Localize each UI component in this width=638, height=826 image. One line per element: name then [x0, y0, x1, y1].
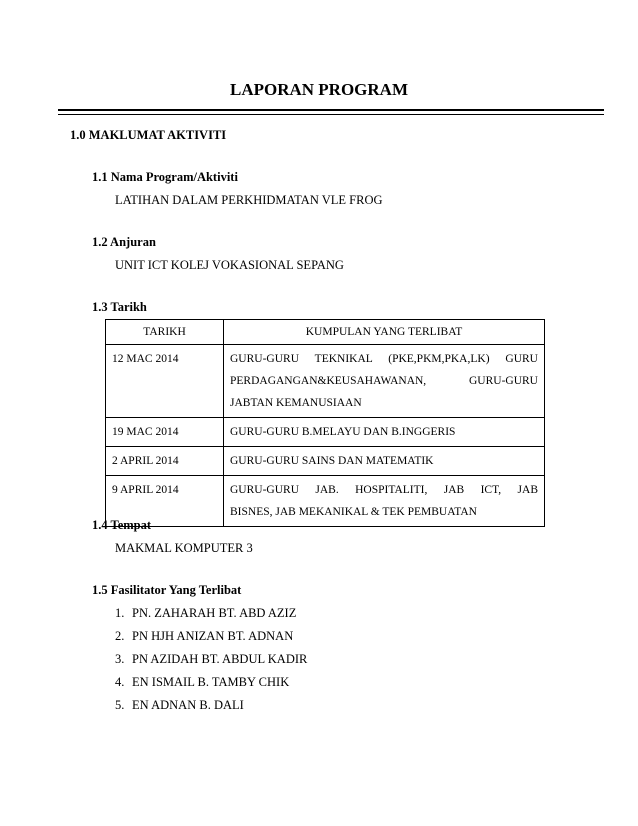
table-cell-group [224, 476, 545, 527]
table-row [106, 345, 545, 418]
table-cell-date: 19 MAC 2014 [106, 418, 224, 447]
table-header-kumpulan: KUMPULAN YANG TERLIBAT [224, 320, 545, 345]
heading-tempat: 1.4 Tempat [92, 518, 152, 532]
group-line: JABTAN KEMANUSIAAN [230, 397, 362, 409]
table-header-tarikh: TARIKH [106, 320, 224, 345]
title-rule-thin [58, 114, 604, 115]
tarikh-table [105, 319, 545, 527]
list-item-number: 1. [115, 606, 125, 620]
group-line: BISNES, JAB MEKANIKAL & TEK PEMBUATAN [230, 506, 477, 518]
table-cell-group [224, 447, 545, 476]
heading-tarikh: 1.3 Tarikh [92, 300, 147, 314]
table-cell-date: 12 MAC 2014 [106, 345, 224, 418]
table-cell-group [224, 418, 545, 447]
list-item-number: 2. [115, 629, 125, 643]
section-heading: 1.0 MAKLUMAT AKTIVITI [70, 128, 227, 142]
table-row [106, 447, 545, 476]
value-tempat: MAKMAL KOMPUTER 3 [115, 541, 253, 555]
group-line: PERDAGANGAN&KEUSAHAWANAN, GURU-GURU [230, 375, 538, 387]
heading-nama-program: 1.1 Nama Program/Aktiviti [92, 170, 238, 184]
group-line: GURU-GURU TEKNIKAL (PKE,PKM,PKA,LK) GURU [230, 353, 538, 365]
value-anjuran: UNIT ICT KOLEJ VOKASIONAL SEPANG [115, 258, 344, 272]
table-row [106, 476, 545, 527]
group-line: GURU-GURU B.MELAYU DAN B.INGGERIS [230, 426, 456, 438]
table-cell-date: 9 APRIL 2014 [106, 476, 224, 527]
table-cell-group [224, 345, 545, 418]
document-title: LAPORAN PROGRAM [229, 80, 408, 99]
list-item-number: 4. [115, 675, 125, 689]
list-item-number: 3. [115, 652, 125, 666]
table-row [106, 418, 545, 447]
table-header-row [106, 320, 545, 345]
group-line: GURU-GURU JAB. HOSPITALITI, JAB ICT, JAB [230, 484, 538, 496]
title-rule-thick [58, 109, 604, 111]
value-nama-program: LATIHAN DALAM PERKHIDMATAN VLE FROG [115, 193, 383, 207]
group-line: GURU-GURU SAINS DAN MATEMATIK [230, 455, 434, 467]
list-item: EN ADNAN B. DALI [132, 698, 244, 712]
table-cell-date: 2 APRIL 2014 [106, 447, 224, 476]
heading-fasilitator: 1.5 Fasilitator Yang Terlibat [92, 583, 242, 597]
list-item: PN HJH ANIZAN BT. ADNAN [132, 629, 294, 643]
list-item: PN. ZAHARAH BT. ABD AZIZ [132, 606, 297, 620]
heading-anjuran: 1.2 Anjuran [92, 235, 156, 249]
list-item: PN AZIDAH BT. ABDUL KADIR [132, 652, 308, 666]
list-item: EN ISMAIL B. TAMBY CHIK [132, 675, 290, 689]
list-item-number: 5. [115, 698, 125, 712]
